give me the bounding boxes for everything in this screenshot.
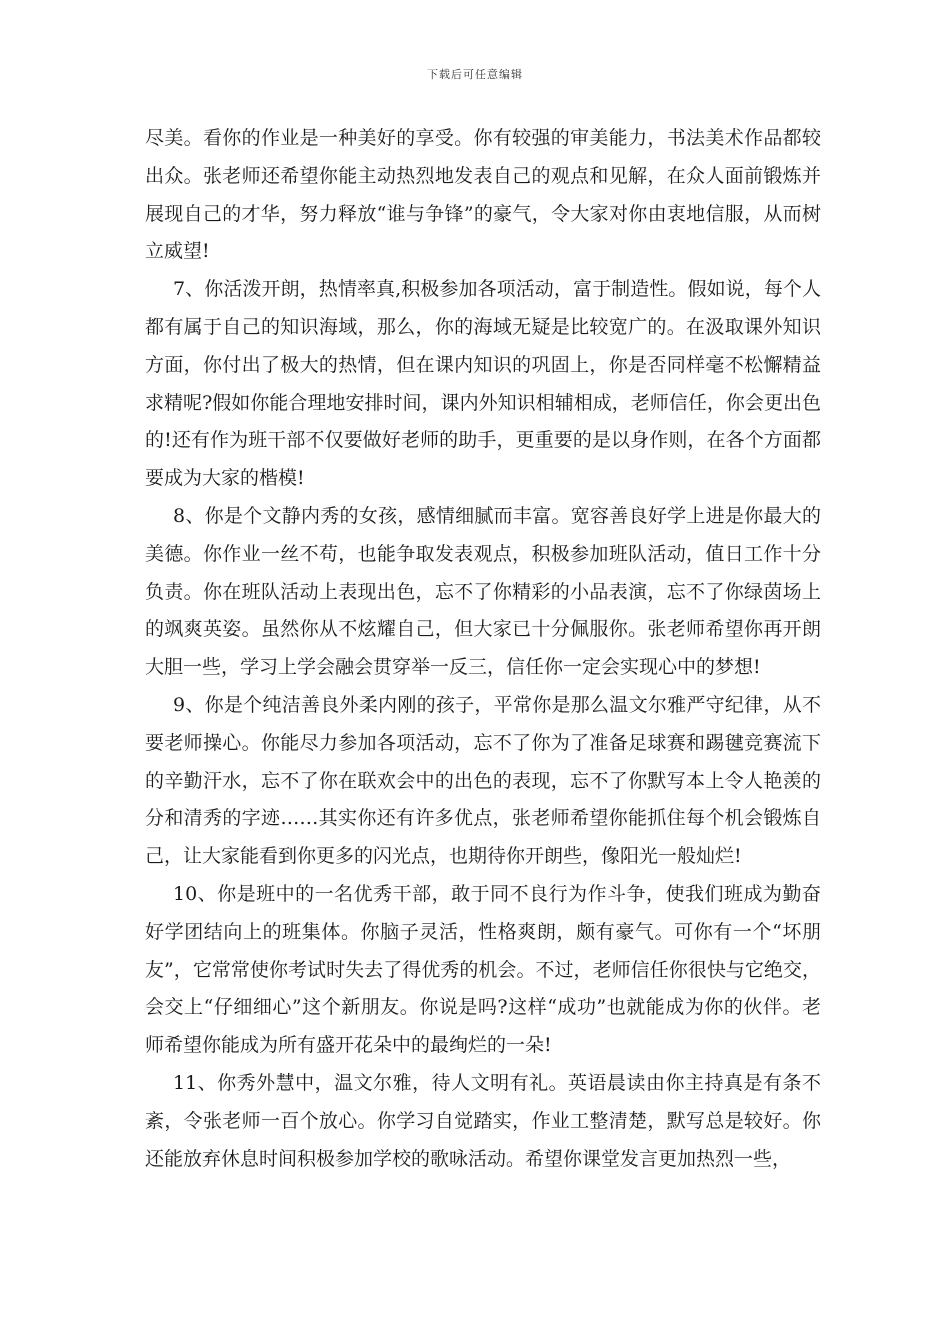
page-header: 下载后可任意编辑: [427, 68, 523, 81]
document-body: [145, 120, 821, 1178]
paragraph-comment-11: 11、你秀外慧中，温文尔雅，待人文明有礼。英语晨读由你主持真是有条不紊，令张老师一百个放心。你学习自觉踏实，作业工整清楚，默写总是较好。你还能放弃休息时间积极参加学校的歌咏活动。希望你课堂发言更加热烈一些，: [145, 1071, 821, 1170]
paragraph-comment-7: 7、你活泼开朗，热情率真,积极参加各项活动，富于制造性。假如说，每个人都有属于自己的知识海域，那么，你的海域无疑是比较宽广的。在汲取课外知识方面，你付出了极大的热情，但在课内知识的巩固上，你是否同样毫不松懈精益求精呢?假如你能合理地安排时间，课内外知识相辅相成，老师信任，你会更出色的!还有作为班干部不仅要做好老师的助手，更重要的是以身作则，在各个方面都要成为大家的楷模!: [145, 278, 821, 490]
paragraph-comment-9: 9、你是个纯洁善良外柔内刚的孩子，平常你是那么温文尔雅严守纪律，从不要老师操心。你能尽力参加各项活动，忘不了你为了准备足球赛和踢毽竞赛流下的辛勤汗水，忘不了你在联欢会中的出色的表现，忘不了你默写本上令人艳羡的分和清秀的字迹……其实你还有许多优点，张老师希望你能抓住每个机会锻炼自己，让大家能看到你更多的闪光点，也期待你开朗些，像阳光一般灿烂!: [145, 693, 821, 868]
paragraph-comment-10: 10、你是班中的一名优秀干部，敢于同不良行为作斗争，使我们班成为勤奋好学团结向上的班集体。你脑子灵活，性格爽朗，颇有豪气。可你有一个“坏朋友”，它常常使你考试时失去了得优秀的机会。不过，老师信任你很快与它绝交，会交上“仔细细心”这个新朋友。你说是吗?这样“成功”也就能成为你的伙伴。老师希望你能成为所有盛开花朵中的最绚烂的一朵!: [145, 882, 821, 1057]
paragraph-continuation: 尽美。看你的作业是一种美好的享受。你有较强的审美能力，书法美术作品都较出众。张老师还希望你能主动热烈地发表自己的观点和见解，在众人面前锻炼并展现自己的才华，努力释放“谁与争锋”的豪气，令大家对你由衷地信服，从而树立威望!: [145, 127, 821, 263]
paragraph-comment-8: 8、你是个文静内秀的女孩，感情细腻而丰富。宽容善良好学上进是你最大的美德。你作业一丝不苟，也能争取发表观点，积极参加班队活动，值日工作十分负责。你在班队活动上表现出色，忘不了你精彩的小品表演，忘不了你绿茵场上的飒爽英姿。虽然你从不炫耀自己，但大家已十分佩服你。张老师希望你再开朗大胆一些，学习上学会融会贯穿举一反三，信任你一定会实现心中的梦想!: [145, 504, 821, 679]
